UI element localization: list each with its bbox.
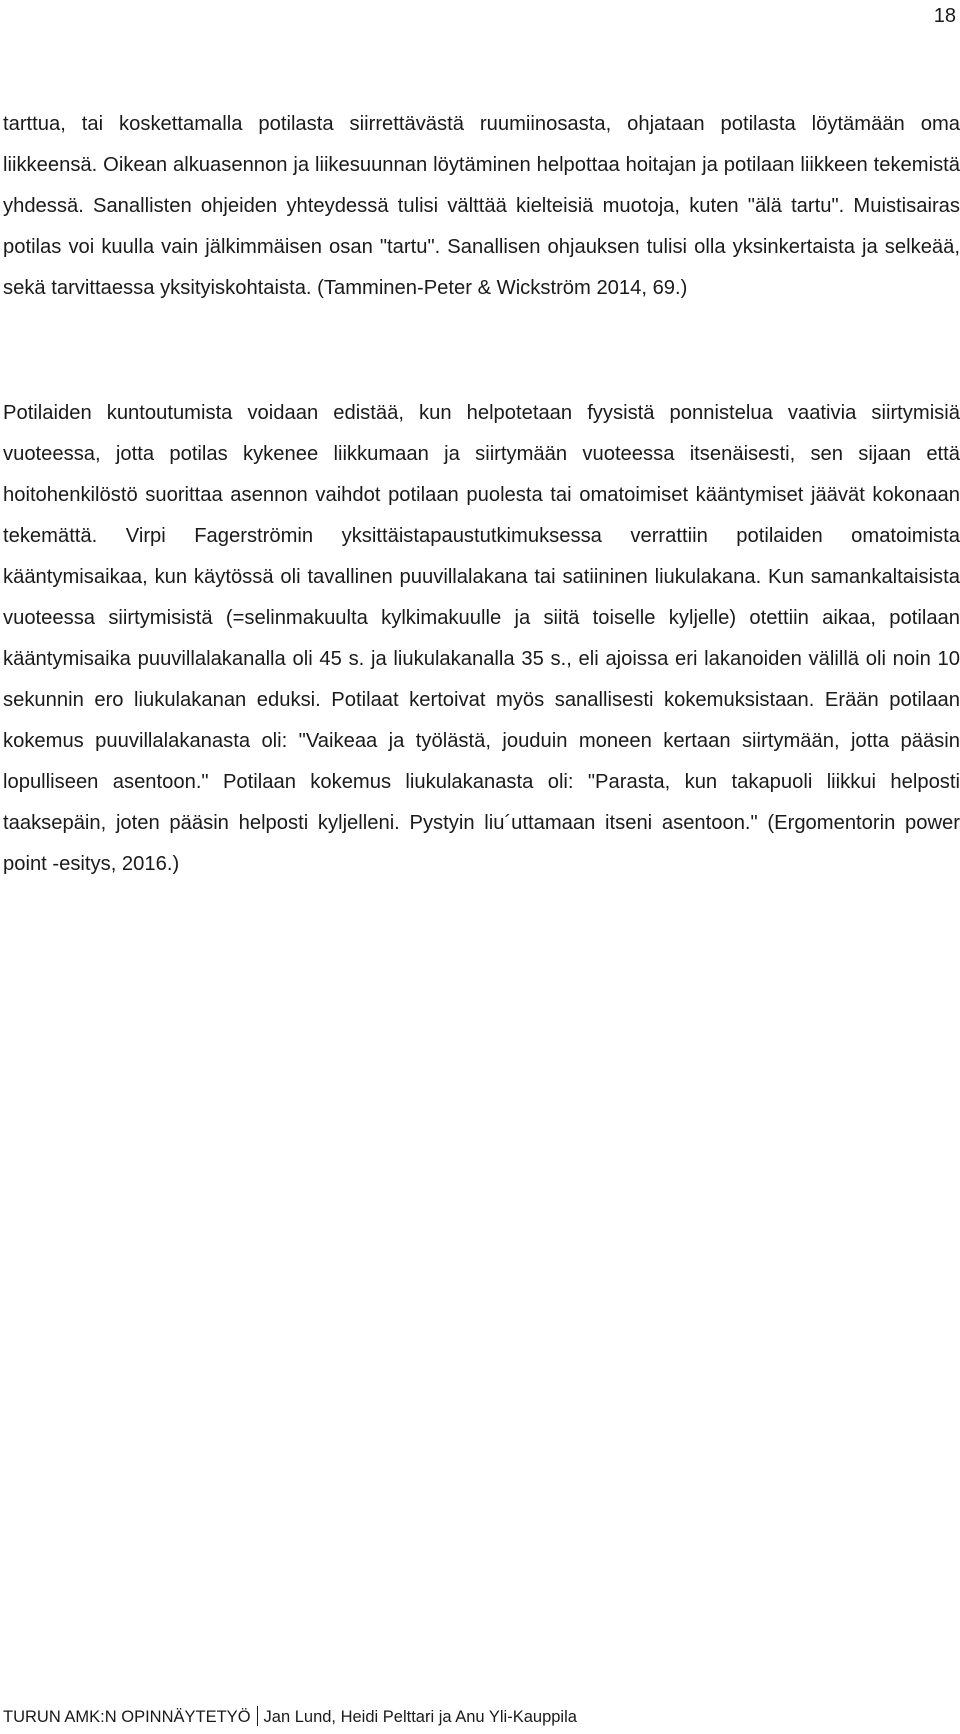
page-number: 18: [933, 5, 956, 27]
body-paragraph-1: [3, 104, 960, 309]
footer-series: TURUN AMK:N OPINNÄYTETYÖ: [3, 1708, 251, 1726]
paragraph-text: tarttua, tai koskettamalla potilasta siirrettävästä ruumiinosasta, ohjataan potilasta löytämään oma liikkeensä. Oikean alkuasennon ja liikesuunnan löytäminen helpottaa hoitajan ja potilaan liikkeen tekemistä yhdessä. Sanallisten ohjeiden yhteydessä tulisi välttää kielteisiä muotoja, kuten "älä tartu". Muistisairas potilas voi kuulla vain jälkimmäisen osan "tartu". Sanallisen ohjauksen tulisi olla yksinkertaista ja selkeää, sekä tarvittaessa yksityiskohtaista. (Tamminen-Peter & Wickström 2014, 69.): [3, 113, 960, 299]
footer-authors: Jan Lund, Heidi Pelttari ja Anu Yli-Kauppila: [263, 1708, 577, 1726]
page-footer: [3, 1706, 577, 1728]
paragraph-text: Potilaiden kuntoutumista voidaan edistää, kun helpotetaan fyysistä ponnistelua vaativia siirtymisiä vuoteessa, jotta potilas kykenee liikkumaan ja siirtymään vuoteessa itsenäisesti, sen sijaan että hoitohenkilöstö suorittaa asennon vaihdot potilaan puolesta tai omatoimiset kääntymiset jäävät kokonaan tekemättä. Virpi Fagerströmin yksittäistapaustutkimuksessa verrattiin potilaiden omatoimista kääntymisaikaa, kun käytössä oli tavallinen puuvillalakana tai satiininen liukulakana. Kun samankaltaisista vuoteessa siirtymisistä (=selinmakuulta kylkimakuulle ja siitä toiselle kyljelle) otettiin aikaa, potilaan kääntymisaika puuvillalakanalla oli 45 s. ja liukulakanalla 35 s., eli ajoissa eri lakanoiden välillä oli noin 10 sekunnin ero liukulakanan eduksi. Potilaat kertoivat myös sanallisesti kokemuksistaan. Erään potilaan kokemus puuvillalakanasta oli: "Vaikeaa ja työlästä, jouduin moneen kertaan siirtymään, jotta pääsin lopulliseen asentoon." Potilaan kokemus liukulakanasta oli: "Parasta, kun takapuoli liikkui helposti taaksepäin, joten pääsin helposti kyljelleni. Pystyin liu´uttamaan itseni asentoon." (Ergomentorin power point -esitys, 2016.): [3, 402, 960, 875]
body-paragraph-2: [3, 393, 960, 885]
footer-separator: [257, 1706, 258, 1726]
